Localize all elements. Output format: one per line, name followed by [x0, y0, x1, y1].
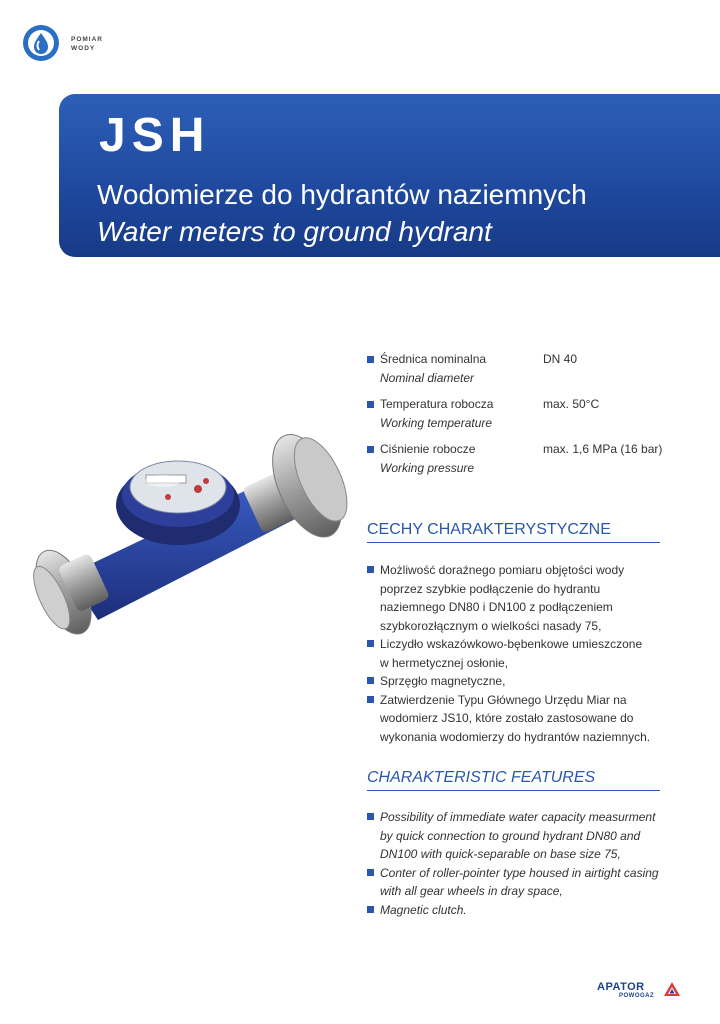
bullet-square-icon [367, 446, 374, 453]
spec-value: max. 50°C [543, 397, 600, 411]
apator-triangle-icon [664, 982, 680, 996]
spec-value: max. 1,6 MPa (16 bar) [543, 442, 663, 456]
list-item-text: Zatwierdzenie Typu Głównego Urzędu Miar na wodomierz JS10, które zostało zastosowane do wykonania wodomierzy do hydrantów naziemnych. [380, 692, 651, 744]
bullet-square-icon [367, 869, 374, 876]
company-subname: POWOGAZ [619, 993, 655, 999]
spec-label: Temperatura robocza [380, 397, 494, 411]
bullet-square-icon [367, 356, 374, 363]
brand-text [71, 35, 103, 53]
bullet-square-icon [367, 696, 374, 703]
list-item-text: Możliwość doraźnego pomiaru objętości wody poprzez szybkie podłączenie do hydrantu naziemnego DN80 i DN100 z podłączeniem szybkorozłącznym o wielkości nasady 75, [380, 563, 625, 633]
water-meter-product-image [28, 405, 368, 645]
list-item-text: Sprzęgło magnetyczne, [380, 674, 506, 688]
list-item-text: Conter of roller-pointer type housed in airtight casing with all gear wheels in dray space, [380, 865, 659, 898]
spec-row [367, 352, 667, 397]
water-drop-logo-icon [22, 24, 60, 62]
bullet-square-icon [367, 677, 374, 684]
spec-sublabel: Nominal diameter [380, 371, 475, 385]
page-title: JSH [99, 109, 211, 162]
bullet-square-icon [367, 813, 374, 820]
brand-line-1: POMIAR [71, 36, 103, 43]
spec-label: Ciśnienie robocze [380, 442, 476, 456]
spec-value: DN 40 [543, 352, 578, 366]
apator-logo [597, 980, 687, 1000]
company-name: APATOR [597, 981, 645, 993]
spec-row [367, 442, 667, 487]
bullet-square-icon [367, 906, 374, 913]
section-divider [367, 790, 660, 791]
list-item-text: Possibility of immediate water capacity measurment by quick connection to ground hydrant DN80 and DN100 with quick-separable on base size 75, [380, 810, 656, 861]
spec-sublabel: Working temperature [380, 416, 493, 430]
spec-sublabel: Working pressure [380, 461, 475, 475]
section-title-en: CHARAKTERISTIC FEATURES [367, 769, 596, 786]
list-item [367, 561, 667, 635]
section-divider [367, 542, 660, 543]
list-item [367, 808, 667, 864]
spec-row [367, 397, 667, 442]
features-list-pl [367, 561, 667, 746]
list-item [367, 901, 667, 920]
list-item [367, 672, 667, 691]
list-item-text: Liczydło wskazówkowo-bębenkowe umieszczone w hermetycznej osłonie, [380, 637, 643, 670]
bullet-square-icon [367, 401, 374, 408]
subtitle-polish: Wodomierze do hydrantów naziemnych [97, 179, 587, 210]
header-band [59, 94, 720, 257]
list-item-text: Magnetic clutch. [380, 902, 467, 917]
spec-label: Średnica nominalna [380, 352, 487, 366]
list-item [367, 635, 667, 672]
features-list-en [367, 808, 667, 919]
section-title-pl: CECHY CHARAKTERYSTYCZNE [367, 521, 611, 538]
list-item [367, 691, 667, 747]
brand-line-2: WODY [71, 45, 96, 52]
bullet-square-icon [367, 566, 374, 573]
bullet-square-icon [367, 640, 374, 647]
subtitle-english: Water meters to ground hydrant [97, 216, 492, 247]
list-item [367, 864, 667, 901]
spec-list [367, 352, 667, 487]
